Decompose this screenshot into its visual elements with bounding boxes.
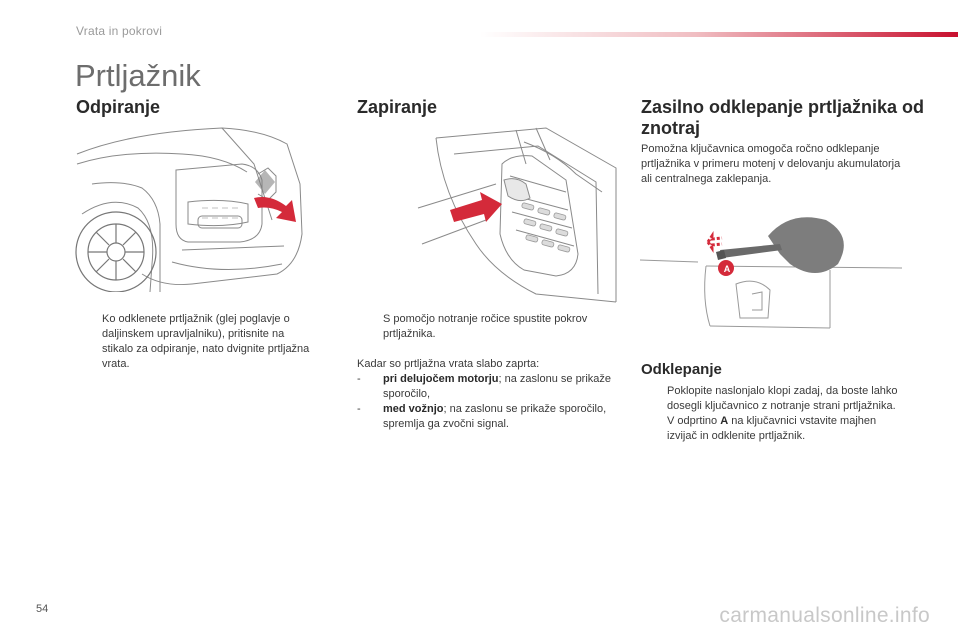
tailgate-interior-illustration [416,124,620,304]
odklepanje-step-1: Poklopite naslonjalo klopi zadaj, da boste lahko dosegli ključavnico z notranje strani prtljažnika. [667,385,898,412]
emergency-lock-illustration [640,206,906,334]
tailgate-warning-intro: Kadar so prtljažna vrata slabo zaprta: [357,358,540,370]
page-number: 54 [36,603,49,615]
heading-zapiranje: Zapiranje [357,97,438,117]
section-header-label: Vrata in pokrovi [76,24,163,38]
warning-item-driving: - med vožnjo; na zaslonu se prikaže sporočilo, spremlja ga zvočni signal. [357,403,607,430]
heading-odpiranje: Odpiranje [76,97,161,117]
header-accent-bar [480,32,958,37]
warning-item-engine-running: - pri delujočem motorju; na zaslonu se prikaže sporočilo, [357,373,612,400]
odklepanje-step-2: V odprtino A na ključavnici vstavite majhen izvijač in odklenite prtljažnik. [667,415,877,442]
odpiranje-instruction: Ko odklenete prtljažnik (glej poglavje o daljinskem upravljalniku), pritisnite na stikalo za odpiranje, nato dvignite prtljažna vrata. [102,313,310,370]
heading-zasilno-odklepanje: Zasilno odklepanje prtljažnika od znotraj [641,97,925,138]
watermark: carmanualsonline.info [719,604,930,627]
zapiranje-instruction: S pomočjo notranje ročice spustite pokrov prtljažnika. [383,313,588,340]
page-title: Prtljažnik [75,58,201,93]
heading-odklepanje: Odklepanje [641,361,722,378]
callout-label-a: A [723,264,731,274]
car-rear-illustration [72,124,308,292]
emergency-unlock-intro: Pomožna ključavnica omogoča ročno odklepanje prtljažnika v primeru motenj v delovanju akumulatorja ali centralnega zaklepanja. [641,143,901,185]
